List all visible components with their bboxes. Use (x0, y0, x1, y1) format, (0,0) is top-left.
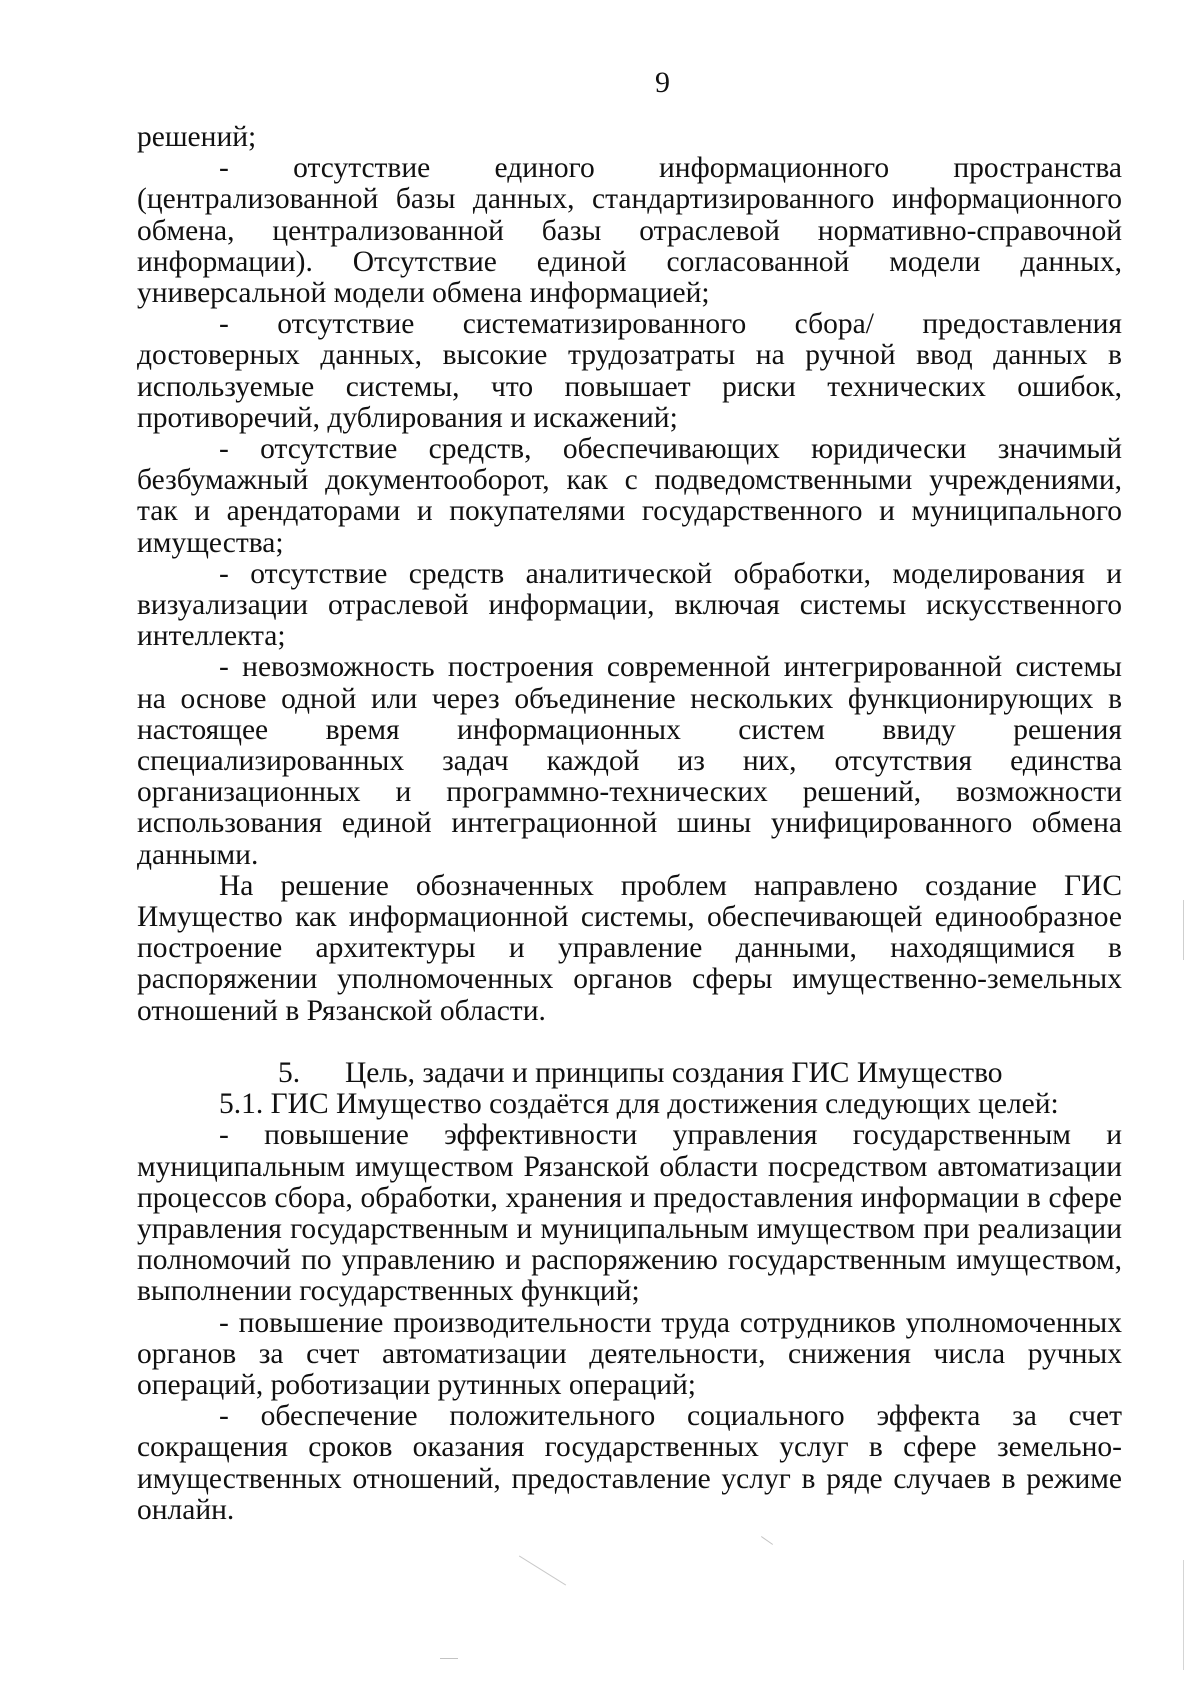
section-title: Цель, задачи и принципы создания ГИС Имущество (345, 1056, 1003, 1089)
page-number: 9 (655, 66, 670, 99)
section-spacer (137, 1027, 1122, 1058)
section-paragraphs (137, 1089, 1122, 1526)
scan-artifact-right-edge (1183, 900, 1184, 960)
section-number: 5. (278, 1056, 301, 1089)
scan-artifact-dash (440, 1658, 458, 1659)
scan-artifact-right-edge-lower (1183, 1560, 1184, 1670)
paragraph-3: - отсутствие систематизированного сбора/ предоставления достоверных данных, высокие трудозатраты на ручной ввод данных в используемые системы, что повышает риски технических ошибок, противоречий, дублирования и искажений; (137, 308, 1122, 434)
intro-paragraphs (137, 122, 1122, 1027)
paragraph-6: - невозможность построения современной интегрированной системы на основе одной или через объединение нескольких функционирующих в настоящее время информационных систем ввиду решения специализированных задач каждой из них, отсутствия единства организационных и программно-технических решений, возможности использования единой интеграционной шины унифицированного обмена данными. (137, 651, 1122, 871)
paragraph-1: решений; (137, 121, 257, 153)
paragraph-7: На решение обозначенных проблем направлено создание ГИС Имущество как информационной системы, обеспечивающей единообразное построение архитектуры и управление данными, находящимися в распоряжении уполномоченных органов сферы имущественно-земельных отношений в Рязанской области. (137, 869, 1122, 1027)
paragraph-4: - отсутствие средств, обеспечивающих юридически значимый безбумажный документооборот, как с подведомственными учреждениями, так и арендаторами и покупателями государственного и муниципального имущества; (137, 433, 1122, 559)
section-paragraph-2: - повышение эффективности управления государственным и муниципальным имуществом Рязанской области посредством автоматизации процессов сбора, обработки, хранения и предоставления информации в сфере управления государственным и муниципальным имуществом при реализации полномочий по управлению и распоряжению государственным имуществом, выполнении государственных функций; (137, 1119, 1122, 1308)
scan-artifact-stroke-2 (761, 1536, 773, 1545)
scan-artifact-stroke (519, 1556, 566, 1586)
section-heading (137, 1058, 1122, 1089)
section-paragraph-4: - обеспечение положительного социального эффекта за счет сокращения сроков оказания государственных услуг в сфере земельно-имущественных отношений, предоставление услуг в ряде случаев в режиме онлайн. (137, 1400, 1122, 1526)
document-body (137, 122, 1122, 1526)
section-paragraph-3: - повышение производительности труда сотрудников уполномоченных органов за счет автоматизации деятельности, снижения числа ручных операций, роботизации рутинных операций; (137, 1306, 1122, 1401)
paragraph-5: - отсутствие средств аналитической обработки, моделирования и визуализации отраслевой информации, включая системы искусственного интеллекта; (137, 557, 1122, 653)
paragraph-2: - отсутствие единого информационного пространства (централизованной базы данных, стандартизированного информационного обмена, централизованной базы отраслевой нормативно-справочной информации). Отсутствие единой согласованной модели данных, универсальной модели обмена информацией; (137, 152, 1122, 310)
section-paragraph-1: 5.1. ГИС Имущество создаётся для достижения следующих целей: (219, 1088, 1059, 1121)
